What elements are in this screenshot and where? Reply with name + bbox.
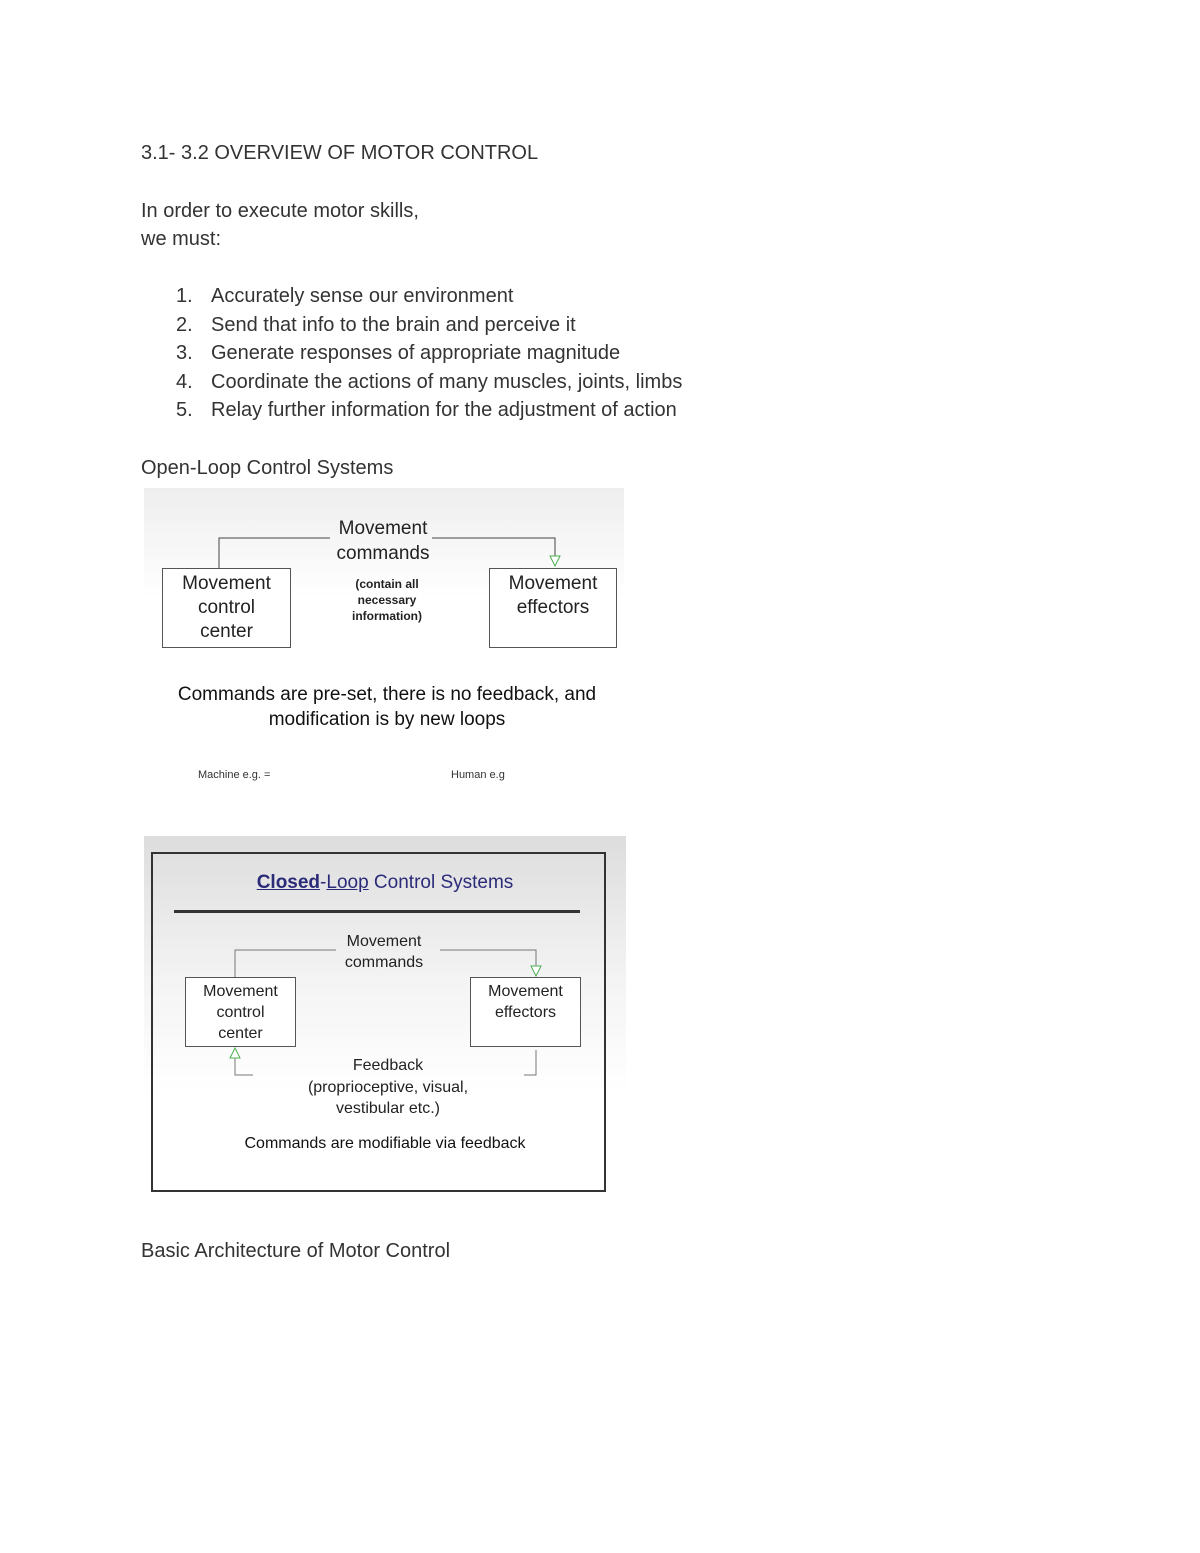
box-line: Movement: [182, 573, 271, 594]
intro-line: In order to execute motor skills,: [141, 200, 419, 222]
list-number: 2.: [176, 313, 193, 336]
movement-control-center-box: [185, 977, 296, 1047]
box-line: effectors: [516, 597, 590, 618]
architecture-heading: Basic Architecture of Motor Control: [141, 1240, 451, 1262]
list-text: Relay further information for the adjustment of action: [211, 399, 677, 421]
box-line: control: [197, 597, 256, 618]
open-loop-caption: [144, 682, 630, 732]
note-line: necessary: [357, 593, 417, 607]
list-number: 4.: [176, 370, 193, 393]
label-line: (proprioceptive, visual,: [307, 1078, 469, 1096]
label-line: commands: [344, 954, 424, 971]
label-line: vestibular etc.): [335, 1100, 441, 1117]
note-line: (contain all: [355, 577, 419, 591]
list-text: Send that info to the brain and perceive it: [211, 313, 576, 336]
box-line: Movement: [488, 983, 563, 1000]
box-line: control: [216, 1004, 265, 1021]
caption-line: Commands are pre-set, there is no feedback, and: [177, 684, 597, 705]
box-line: Movement: [508, 573, 598, 594]
movement-effectors-box: [470, 977, 581, 1047]
closed-loop-caption: Commands are modifiable via feedback: [244, 1135, 526, 1152]
box-line: Movement: [203, 983, 278, 1000]
list-number: 1.: [176, 285, 193, 307]
title-rest: Control Systems: [368, 872, 514, 893]
page-title: 3.1- 3.2 OVERVIEW OF MOTOR CONTROL: [141, 142, 539, 164]
label-line: Feedback: [352, 1057, 424, 1074]
open-loop-heading: Open-Loop Control Systems: [141, 457, 394, 479]
human-example-label: Human e.g: [451, 769, 505, 781]
intro-line: we must:: [141, 228, 222, 250]
label-line: commands: [336, 543, 430, 564]
list-number: 3.: [176, 342, 193, 364]
label-line: Movement: [346, 933, 422, 950]
caption-line: modification is by new loops: [268, 709, 506, 730]
box-line: center: [200, 621, 253, 642]
list-number: 5.: [176, 399, 193, 421]
closed-loop-title: [144, 872, 626, 894]
feedback-label: [288, 1055, 488, 1120]
movement-control-center-box: [162, 568, 291, 648]
note-line: information): [352, 609, 422, 623]
movement-commands-label: [325, 931, 443, 973]
title-rule: [174, 910, 580, 913]
list-text: Generate responses of appropriate magnitude: [211, 342, 621, 364]
title-dash: -: [320, 872, 327, 893]
list-text: Coordinate the actions of many muscles, joints, limbs: [211, 370, 683, 393]
machine-example-label: Machine e.g. =: [198, 769, 271, 781]
commands-note: [330, 576, 444, 624]
movement-effectors-box: [489, 568, 617, 648]
box-line: effectors: [494, 1004, 557, 1021]
title-loop: Loop: [326, 872, 369, 893]
box-line: center: [218, 1025, 263, 1042]
label-line: Movement: [338, 518, 428, 539]
title-bold: Closed: [256, 872, 321, 893]
list-text: Accurately sense our environment: [211, 285, 514, 307]
movement-commands-label: [318, 516, 448, 566]
